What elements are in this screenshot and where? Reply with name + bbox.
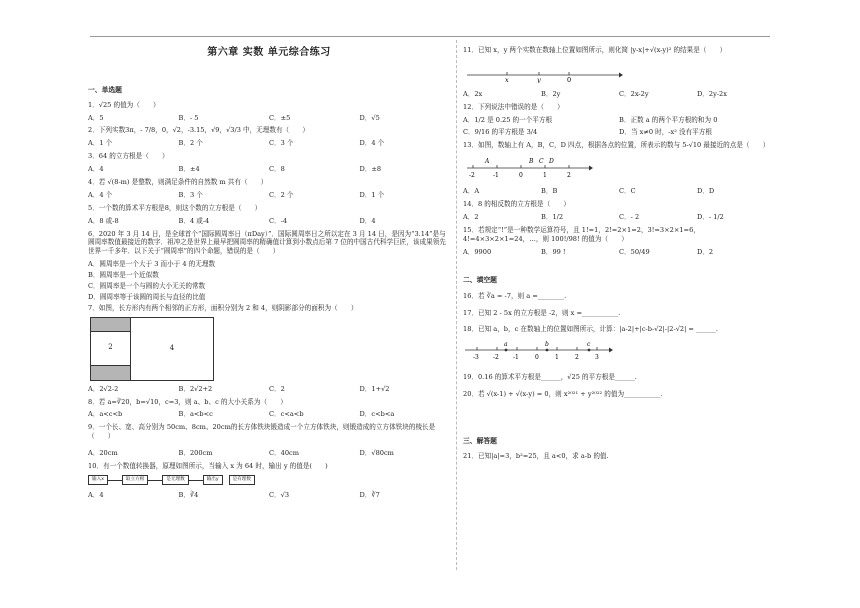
- question-8-options: [88, 410, 450, 419]
- option: B．a<b<c: [178, 410, 213, 419]
- small-square: [91, 318, 131, 380]
- question-12-options-row2: [463, 128, 775, 137]
- option: A．4 个: [88, 190, 113, 199]
- option: B．±4: [178, 165, 200, 174]
- option: A．2x: [463, 89, 483, 98]
- option: B．B: [541, 187, 558, 196]
- point-a-label: A: [485, 158, 490, 166]
- option: B．圆周率是一个近似数: [88, 271, 159, 280]
- question-10: 10．有一个数值转换器，原理如图所示，当输入 x 为 64 时，输出 y 的值是( ): [88, 462, 328, 471]
- question-5: 5．一个数的算术平方根是8，则这个数的立方根是（ ）: [88, 203, 262, 212]
- section-heading-single-choice: 一、单选题: [88, 85, 122, 94]
- label-y: y: [537, 75, 541, 83]
- tick-label: -2: [469, 172, 475, 180]
- number-line-q13: [463, 156, 593, 180]
- option: A．4: [88, 165, 104, 174]
- question-10-options: [88, 491, 450, 500]
- spacer: [463, 403, 775, 433]
- question-21: 21．已知|a|=3，b²=25，且 a<0，求 a-b 的值.: [463, 452, 609, 461]
- right-column: [463, 40, 775, 465]
- tick-label: 2: [575, 354, 579, 362]
- option: B．200cm: [178, 449, 213, 458]
- question-3: 3．64 的立方根是（ ）: [88, 152, 169, 161]
- tick-label: -3: [473, 354, 479, 362]
- question-14: 14．8 的相反数的立方根是（ ）: [463, 200, 570, 209]
- option: D．±8: [359, 165, 382, 174]
- option: C．±5: [269, 113, 291, 122]
- tick-label: 1: [555, 354, 559, 362]
- question-12: 12．下列说法中错误的是（ ）: [463, 102, 564, 111]
- area-label-2: 2: [91, 332, 130, 366]
- point-a-label: a: [504, 341, 508, 349]
- option: C．50/49: [619, 247, 650, 256]
- question-13: 13．如图，数轴上有 A，B，C，D 四点，根据各点的位置，所表示的数与 5-√10 最接近的点是（ ）: [463, 141, 770, 150]
- tick-label: -1: [513, 354, 519, 362]
- option: A．1/2 是 0.25 的一个平方根: [463, 115, 553, 124]
- option: D．∛7: [359, 491, 380, 500]
- point-c: [588, 349, 591, 352]
- section-heading-answer: 三、解答题: [463, 436, 497, 445]
- option: D．√5: [359, 113, 380, 122]
- tick-label: 2: [567, 172, 571, 180]
- flow-arrow: [108, 480, 122, 481]
- left-column: [88, 40, 450, 504]
- option: A．圆周率是一个大于 3 而小于 4 的无理数: [88, 260, 216, 269]
- flow-input: 输入x: [88, 475, 108, 485]
- option: A．A: [463, 187, 480, 196]
- option: A．5: [88, 113, 104, 122]
- header-rule: [90, 36, 770, 37]
- question-14-options: [463, 213, 775, 222]
- option: C．-4: [269, 216, 288, 225]
- question-12-options-row1: [463, 116, 775, 125]
- option: B．1/2: [541, 212, 564, 221]
- question-11: 11．已知 x，y 两个实数在数轴上位置如图所示，则化简 |y-x|+√(x-y)² 的结果是（ ）: [463, 46, 727, 54]
- option: B．99 !: [541, 247, 566, 256]
- option: B．2√2+2: [178, 384, 213, 393]
- number-line-q11: [463, 61, 623, 83]
- point-a: [505, 349, 508, 352]
- option: C．3 个: [269, 139, 294, 148]
- option: C．√3: [269, 491, 290, 500]
- option: A．9900: [463, 247, 492, 256]
- question-7-figure: [90, 317, 214, 381]
- axis-arrow: [619, 72, 623, 77]
- option: D．圆周率等于该圆的周长与直径的比值: [88, 292, 206, 301]
- point-b-label: B: [529, 158, 534, 166]
- option: D．2y-2x: [697, 89, 727, 98]
- point-b: [546, 349, 549, 352]
- option: B．3 个: [178, 190, 203, 199]
- option: D．4 个: [359, 139, 385, 148]
- option: C．2 个: [269, 190, 294, 199]
- option: C．C: [619, 187, 636, 196]
- option: D．1 个: [359, 190, 385, 199]
- label-x: x: [505, 75, 509, 83]
- option: C．9/16 的平方根是 3/4: [463, 128, 538, 137]
- option: B．4 或-4: [178, 216, 210, 225]
- question-3-options: [88, 165, 450, 174]
- question-6: 6．2020 年 3 月 14 日，是全球首个“国际圆周率日（πDay）”．国际圆周率日之所以定在 3 月 14 日，是因为“3.14”是与圆周率数值最接近的数字．祖冲之是世界上最早把圆周率的精确值计算到小数点后第 7 位的中国古代科学巨匠，该成果领先世界一千多年．以下关于“圆周率”的四个命题，错误的是（ ）: [88, 229, 446, 256]
- area-label-4: 4: [169, 343, 175, 352]
- question-13-options: [463, 187, 775, 196]
- option: C．2x-2y: [619, 89, 649, 98]
- question-1: 1．√25 的值为（ ）: [88, 100, 160, 109]
- question-9: 9．一个长、宽、高分别为 50cm、8cm、20cm的长方体铁块锻造成一个立方体铁块，则锻造成的立方体铁块的棱长是（ ）: [88, 423, 436, 441]
- question-2-options: [88, 139, 450, 148]
- shaded-region: [91, 366, 130, 380]
- option: A．8 或-8: [88, 216, 119, 225]
- number-line-q18: [463, 340, 613, 362]
- question-17: 17．已知 2 - 5x 的立方根是 -2，则 x =___________.: [463, 308, 621, 317]
- column-divider: [456, 40, 457, 570]
- question-2: 2．下列实数3π，- 7/8，0，√2，-3.15，√9，√3/3 中，无理数有（ ）: [88, 126, 309, 135]
- option: B．2 个: [178, 139, 203, 148]
- option: A．a<c<b: [88, 410, 123, 419]
- option: D．c<b<a: [359, 410, 395, 419]
- spacer: [463, 260, 775, 272]
- option: A．20cm: [88, 449, 118, 458]
- question-4: 4．若 √(8-m) 是整数，则满足条件的自然数 m 共有（ ）: [88, 178, 268, 187]
- option: C．40cm: [269, 449, 299, 458]
- flow-output: 输出y: [203, 475, 223, 485]
- question-5-options: [88, 217, 450, 226]
- option: C．- 2: [619, 212, 640, 221]
- label-zero: 0: [567, 75, 572, 83]
- option: D．2: [697, 247, 714, 256]
- option: C．圆周率是一个与圆的大小无关的常数: [88, 282, 206, 291]
- option: B．∛4: [178, 491, 199, 500]
- question-9-options: [88, 449, 450, 458]
- flow-rational: 是有理数: [229, 475, 255, 485]
- option: D．4: [359, 216, 376, 225]
- option: A．4: [88, 491, 104, 500]
- option: B．- 5: [178, 113, 199, 122]
- option: D．- 1/2: [697, 212, 724, 221]
- question-11-options: [463, 90, 775, 99]
- page-title: 第六章 实数 单元综合练习: [207, 47, 331, 58]
- option: A．2: [463, 212, 479, 221]
- option: B．正数 a 的两个平方根的和为 0: [619, 115, 718, 124]
- option: D．当 x≠0 时，-x² 没有平方根: [619, 128, 712, 137]
- question-18: 18．已知 a，b，c 在数轴上的位置如图所示，计算：|a-2|+|c-b-√2|-|2-√2| = ______.: [463, 325, 718, 334]
- flow-arrow: [148, 480, 162, 481]
- axis-arrow: [589, 166, 593, 171]
- option: A．1 个: [88, 139, 113, 148]
- tick-label: 0: [535, 354, 539, 362]
- question-16: 16．若 ∛a = -7，则 a =________.: [463, 291, 567, 300]
- tick-label: 0: [519, 172, 523, 180]
- option: C．2: [269, 384, 285, 393]
- option: C．8: [269, 165, 285, 174]
- question-1-options: [88, 114, 450, 123]
- tick-label: 3: [595, 354, 599, 362]
- section-heading-fill-in: 二、填空题: [463, 276, 497, 285]
- option: C．c<a<b: [269, 410, 304, 419]
- flow-cube-root: 取立方根: [122, 475, 148, 485]
- option: A．2√2-2: [88, 384, 119, 393]
- flow-arrow: [189, 480, 203, 481]
- tick-label: -2: [493, 354, 499, 362]
- option: D．√80cm: [359, 449, 394, 458]
- tick-label: -1: [493, 172, 499, 180]
- option: D．1+√2: [359, 384, 390, 393]
- shaded-region: [91, 318, 130, 332]
- question-15: 15．若规定“!”是一种数学运算符号，且 1!=1，2!=2×1=2，3!=3×2×1=6，4!=4×3×2×1=24，…，则 100!/98! 的值为（ ）: [463, 225, 700, 243]
- question-7: 7．如图，长方形内有两个相邻的正方形，面积分别为 2 和 4，则阴影部分的面积为（ ）: [88, 303, 358, 312]
- point-b-label: b: [545, 341, 549, 349]
- flow-irrational: 是无理数: [162, 475, 188, 485]
- question-19: 19．0.16 的算术平方根是______，√25 的平方根是______.: [463, 373, 637, 382]
- question-8: 8．若 a=∛20，b=√10，c=3，则 a、b、c 的大小关系为（ ）: [88, 397, 287, 406]
- question-4-options: [88, 191, 450, 200]
- question-7-options: [88, 385, 450, 394]
- option: B．2y: [541, 89, 561, 98]
- converter-diagram: [88, 475, 450, 485]
- option: D．D: [697, 187, 715, 196]
- axis-arrow: [609, 348, 613, 353]
- point-c-label: C: [539, 158, 544, 166]
- point-c-label: c: [587, 341, 591, 349]
- question-15-options: [463, 248, 775, 257]
- tick-label: 1: [543, 172, 547, 180]
- question-20: 20．若 √(x-1) + √(x-y) = 0，则 x²⁰²¹ + y²⁰²² 的值为___________.: [463, 390, 663, 399]
- point-d-label: D: [549, 158, 554, 166]
